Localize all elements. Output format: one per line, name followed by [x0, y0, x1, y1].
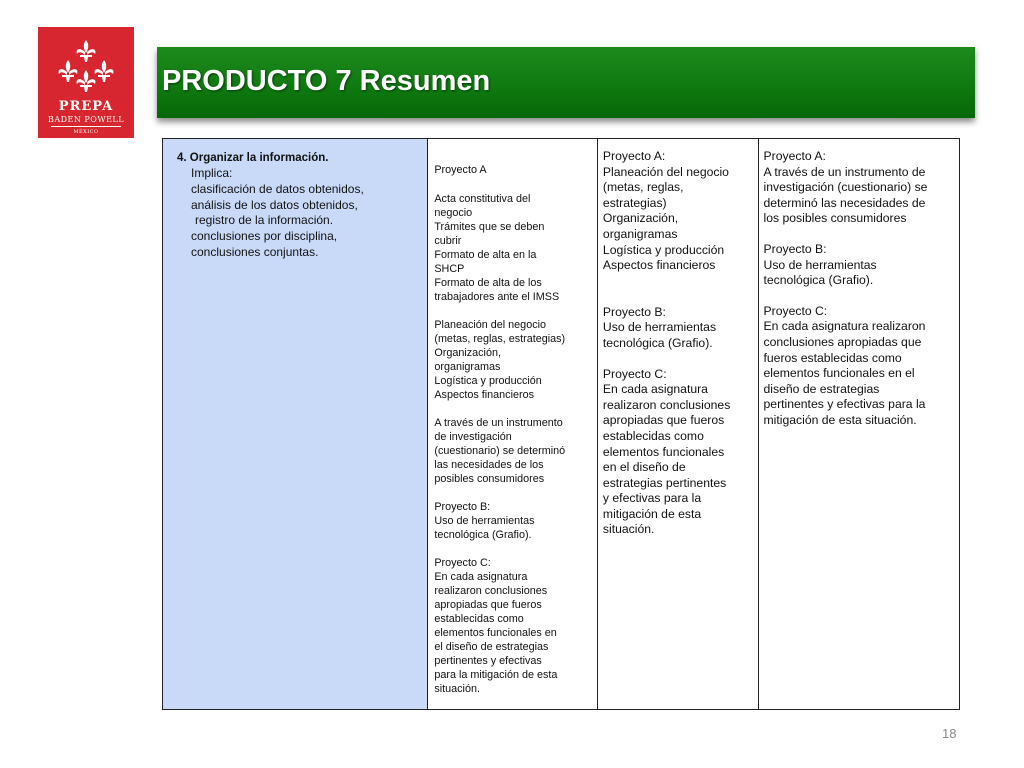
text-line: Proyecto B:	[602, 304, 666, 319]
text-line: pertinentes y efectivas para la	[763, 397, 926, 412]
logo-divider	[51, 126, 121, 127]
table-column-activity	[163, 139, 428, 709]
text-line: los posibles consumidores	[763, 211, 907, 226]
text-line: las necesidades de los	[434, 459, 544, 471]
text-line: Proyecto B:	[434, 501, 491, 513]
text-line: A través de un instrumento	[434, 417, 563, 429]
text-line: Proyecto C:	[763, 303, 828, 318]
text-line: estrategias pertinentes	[602, 475, 727, 490]
fleur-de-lis-icon	[55, 39, 117, 93]
text-line: establecidas como	[602, 428, 704, 443]
logo-text-prepa: PREPA	[58, 99, 114, 114]
column-heading: 4. Organizar la información.	[177, 152, 329, 164]
text-line: Proyecto C:	[602, 366, 667, 381]
table-column-2	[428, 139, 598, 709]
text-line: determinó las necesidades de	[763, 195, 926, 210]
list-item: Implica:	[191, 166, 233, 180]
table-column-4	[759, 139, 959, 709]
list-item: registro de la información.	[195, 213, 334, 228]
text-line: elementos funcionales en	[434, 627, 557, 639]
list-item: conclusiones por disciplina,	[191, 229, 338, 244]
text-line: (cuestionario) se determinó	[434, 445, 566, 457]
text-line: Planeación del negocio	[434, 319, 546, 331]
table-column-3	[598, 139, 759, 709]
text-line: realizaron conclusiones	[434, 585, 548, 597]
text-line: (metas, reglas, estrategias)	[434, 333, 566, 345]
text-line: y efectivas para la	[602, 491, 702, 506]
text-line: Organización,	[602, 211, 679, 226]
text-line: conclusiones apropiadas que	[763, 334, 922, 349]
text-line: (metas, reglas,	[602, 180, 684, 195]
text-line: elementos funcionales en el	[763, 366, 915, 381]
logo-text-mexico: MÉXICO	[73, 129, 99, 135]
text-line: pertinentes y efectivas	[434, 655, 542, 667]
text-line: Planeación del negocio	[602, 164, 729, 179]
text-line: para la mitigación de esta	[434, 669, 558, 681]
text-line: en el diseño de	[602, 460, 686, 475]
text-line: situación.	[602, 522, 655, 537]
text-line: A través de un instrumento de	[763, 164, 926, 179]
text-line: tecnológica (Grafio).	[434, 529, 532, 541]
text-line: mitigación de esta situación.	[763, 412, 917, 427]
text-line: Formato de alta en la	[434, 249, 537, 261]
text-line: diseño de estrategias	[763, 381, 880, 396]
text-line: En cada asignatura	[602, 382, 708, 397]
text-line: Aspectos financieros	[434, 389, 534, 401]
text-line: Uso de herramientas	[434, 515, 535, 527]
list-item: conclusiones conjuntas.	[191, 244, 319, 259]
page-number: 18	[942, 726, 957, 741]
logo-text-baden-powell: BADEN POWELL	[47, 115, 125, 124]
text-line: organigramas	[602, 226, 678, 241]
text-line: realizaron conclusiones	[602, 397, 731, 412]
title-banner	[157, 47, 975, 118]
text-line: establecidas como	[434, 613, 524, 625]
text-line: estrategias)	[602, 195, 667, 210]
text-line: SHCP	[434, 263, 465, 275]
text-line: Aspectos financieros	[602, 258, 716, 273]
text-line: negocio	[434, 207, 473, 219]
text-line: tecnológica (Grafio).	[763, 273, 874, 288]
slide-title: PRODUCTO 7 Resumen	[162, 65, 491, 97]
text-line: Uso de herramientas	[602, 320, 717, 335]
text-line: En cada asignatura realizaron	[763, 319, 926, 334]
text-line: apropiadas que fueros	[434, 599, 542, 611]
text-line: cubrir	[434, 235, 462, 247]
text-line: mitigación de esta	[602, 506, 702, 521]
text-line: tecnológica (Grafio).	[602, 335, 713, 350]
text-line: Proyecto A:	[763, 149, 826, 163]
text-line: el diseño de estrategias	[434, 641, 549, 653]
text-line: Organización,	[434, 347, 501, 359]
text-line: Logística y producción	[434, 375, 542, 387]
text-line: investigación (cuestionario) se	[763, 180, 928, 195]
text-line: Proyecto C:	[434, 557, 491, 569]
text-line: En cada asignatura	[434, 571, 528, 583]
text-line: Proyecto B:	[763, 241, 827, 256]
text-line: Proyecto A	[434, 164, 487, 176]
text-line: trabajadores ante el IMSS	[434, 291, 560, 303]
text-line: de investigación	[434, 431, 512, 443]
text-line: fueros establecidas como	[763, 350, 902, 365]
summary-table	[162, 138, 960, 710]
text-line: elementos funcionales	[602, 444, 725, 459]
text-line: Proyecto A:	[602, 149, 666, 163]
text-line: apropiadas que fueros	[602, 413, 725, 428]
list-item: clasificación de datos obtenidos,	[191, 181, 364, 196]
text-line: posibles consumidores	[434, 473, 545, 485]
text-line: Acta constitutiva del	[434, 193, 531, 205]
school-logo	[38, 27, 134, 138]
text-line: organigramas	[434, 361, 501, 373]
text-line: Logística y producción	[602, 242, 725, 257]
text-line: Trámites que se deben	[434, 221, 545, 233]
text-line: Formato de alta de los	[434, 277, 542, 289]
list-item: análisis de los datos obtenidos,	[191, 197, 358, 212]
text-line: situación.	[434, 683, 480, 695]
text-line: Uso de herramientas	[763, 257, 877, 272]
